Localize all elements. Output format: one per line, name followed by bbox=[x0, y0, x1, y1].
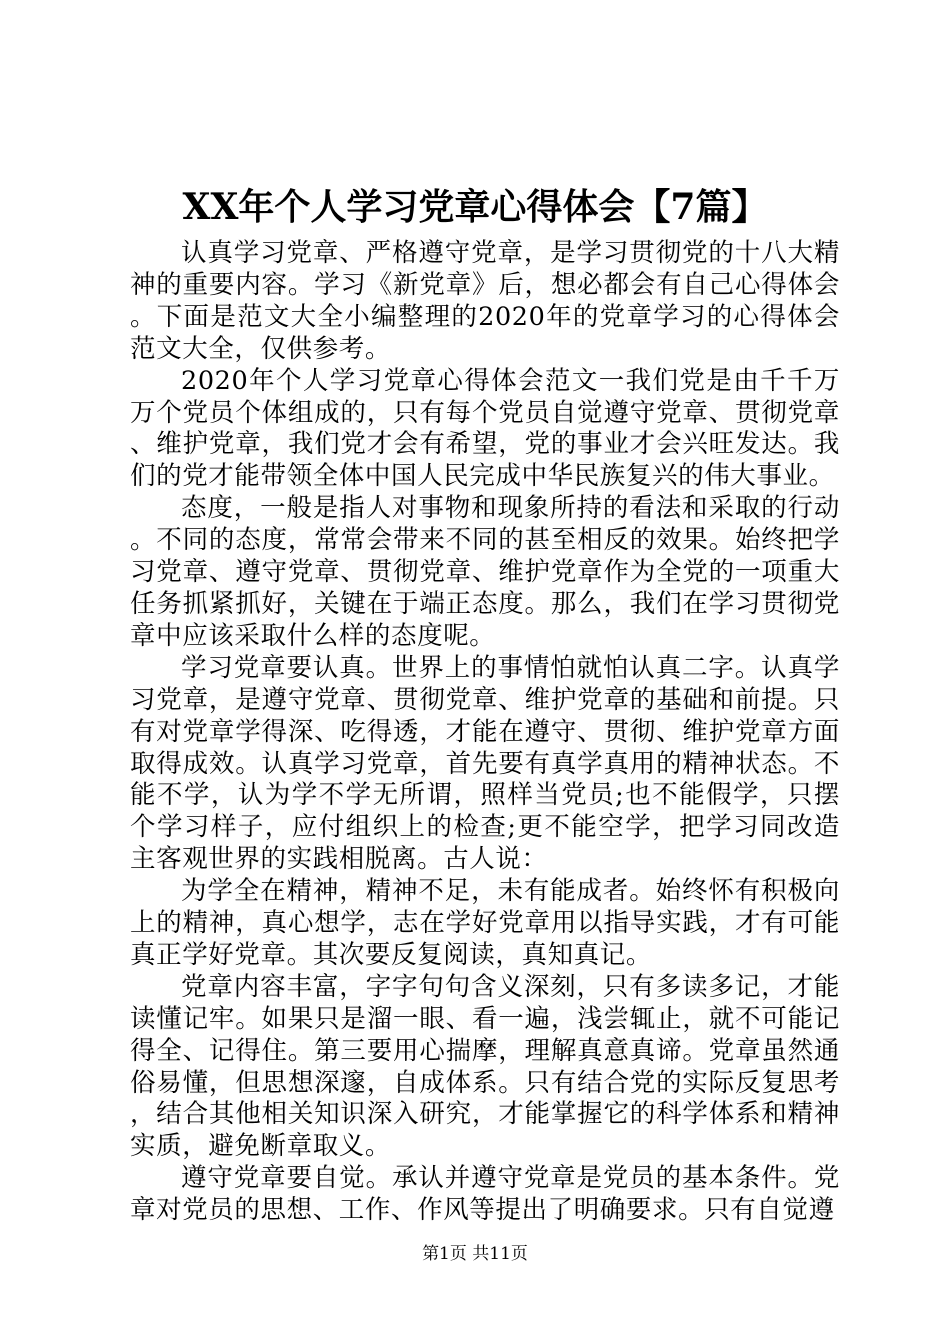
paragraph-essay-one-opening: 2020年个人学习党章心得体会范文一我们党是由千千万万个党员个体组成的，只有每个党员自觉遵守党章、贯彻党章、维护党章，我们党才会有希望，党的事业才会兴旺发达。我们的党才能带领全体中国人民完成中华民族复兴的伟大事业。 bbox=[130, 365, 840, 492]
page-number-footer: 第1页 共11页 bbox=[422, 1244, 528, 1264]
paragraph-study-seriously: 学习党章要认真。世界上的事情怕就怕认真二字。认真学习党章，是遵守党章、贯彻党章、维护党章的基础和前提。只有对党章学得深、吃得透，才能在遵守、贯彻、维护党章方面取得成效。认真学习党章，首先要有真学真用的精神状态。不能不学，认为学不学无所谓，照样当党员;也不能假学，只摆个学习样子，应付组织上的检查;更不能空学，把学习同改造主客观世界的实践相脱离。古人说： bbox=[130, 652, 840, 875]
paragraph-attitude: 态度，一般是指人对事物和现象所持的看法和采取的行动。不同的态度，常常会带来不同的甚至相反的效果。始终把学习党章、遵守党章、贯彻党章、维护党章作为全党的一项重大任务抓紧抓好，关键在于端正态度。那么，我们在学习贯彻党章中应该采取什么样的态度呢。 bbox=[130, 493, 840, 651]
paragraph-intro: 认真学习党章、严格遵守党章，是学习贯彻党的十八大精神的重要内容。学习《新党章》后，想必都会有自己心得体会。下面是范文大全小编整理的2020年的党章学习的心得体会范文大全，仅供参考。 bbox=[130, 238, 840, 364]
document-body bbox=[130, 238, 840, 1227]
paragraph-content-rich: 党章内容丰富，字字句句含义深刻，只有多读多记，才能读懂记牢。如果只是溜一眼、看一遍，浅尝辄止，就不可能记得全、记得住。第三要用心揣摩，理解真意真谛。党章虽然通俗易懂，但思想深邃，自成体系。只有结合党的实际反复思考，结合其他相关知识深入研究，才能掌握它的科学体系和精神实质，避免断章取义。 bbox=[130, 971, 840, 1162]
paragraph-observe-consciously: 遵守党章要自觉。承认并遵守党章是党员的基本条件。党章对党员的思想、工作、作风等提出了明确要求。只有自觉遵 bbox=[130, 1163, 840, 1226]
document-title: XX年个人学习党章心得体会【7篇】 bbox=[182, 186, 768, 228]
paragraph-spirit: 为学全在精神，精神不足，未有能成者。始终怀有积极向上的精神，真心想学，志在学好党章用以指导实践，才有可能真正学好党章。其次要反复阅读，真知真记。 bbox=[130, 876, 840, 970]
